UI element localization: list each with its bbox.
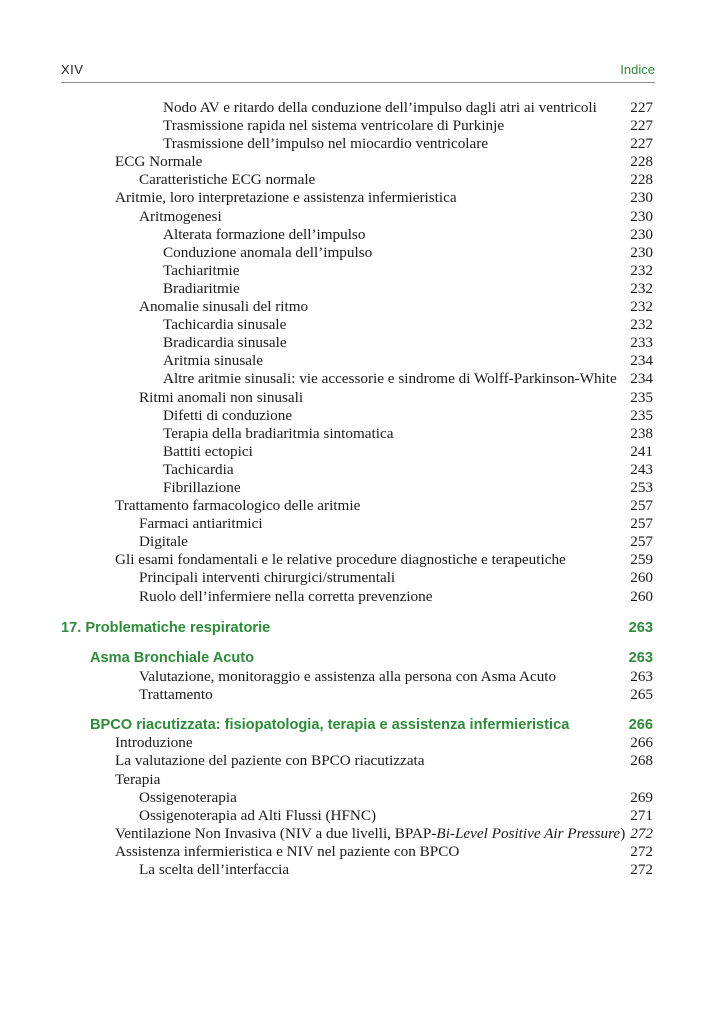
toc-entry-title: Farmaci antiaritmici	[139, 515, 263, 533]
toc-entry[interactable]	[0, 171, 715, 189]
toc-entry-page: 227	[630, 99, 653, 116]
toc-entry-page: 272	[630, 824, 653, 842]
toc-entry-page: 271	[630, 806, 653, 824]
toc-entry[interactable]	[0, 316, 715, 334]
toc-entry-page: 232	[630, 261, 653, 279]
toc-entry-title: La valutazione del paziente con BPCO riacutizzata	[115, 752, 425, 770]
toc-entry-title: La scelta dell’interfaccia	[139, 860, 290, 878]
toc-entry-title: Trattamento farmacologico delle aritmie	[115, 497, 361, 515]
toc-entry-page: 234	[630, 352, 653, 370]
toc-entry-page: 259	[630, 551, 653, 569]
toc-entry-title: Tachicardia	[163, 460, 234, 478]
toc-entry-title: Trasmissione rapida nel sistema ventricolare di Purkinje	[163, 117, 505, 135]
toc-entry-title: Bradiaritmie	[163, 279, 240, 297]
toc-entry-page: 233	[630, 334, 653, 352]
toc-entry-title: Ossigenoterapia ad Alti Flussi (HFNC)	[139, 806, 377, 824]
toc-entry-title: Aritmogenesi	[139, 207, 222, 225]
toc-entry-title: Aritmie, loro interpretazione e assistenza infermieristica	[115, 189, 457, 207]
toc-entry-title: Digitale	[139, 533, 188, 551]
toc-entry-title: Terapia	[115, 770, 161, 788]
toc-entry-title: Gli esami fondamentali e le relative procedure diagnostiche e terapeutiche	[115, 551, 566, 569]
section-page: 263	[628, 650, 653, 667]
toc-entry-page: 227	[630, 135, 653, 153]
toc-entry-title: Battiti ectopici	[163, 442, 253, 460]
toc-entry-title: Tachicardia sinusale	[163, 316, 287, 334]
toc-entry[interactable]	[0, 244, 715, 262]
toc-entry-title: Principali interventi chirurgici/strumentali	[139, 569, 396, 587]
toc-list-cardio	[0, 99, 715, 606]
toc-entry-page: 232	[630, 298, 653, 316]
toc-entry[interactable]	[0, 843, 715, 861]
section-title: BPCO riacutizzata: fisiopatologia, terapia e assistenza infermieristica	[90, 716, 570, 733]
toc-entry[interactable]	[0, 771, 715, 789]
toc-entry-page: 232	[630, 316, 653, 334]
toc-entry-page: 235	[630, 388, 653, 406]
toc-entry[interactable]	[0, 189, 715, 207]
toc-entry-page: 230	[630, 207, 653, 225]
toc-entry-page: 227	[630, 117, 653, 135]
toc-entry-title: Assistenza infermieristica e NIV nel paziente con BPCO	[115, 842, 460, 860]
toc-entry[interactable]	[0, 298, 715, 316]
toc-entry-title: Terapia della bradiaritmia sintomatica	[163, 424, 394, 442]
toc-entry-page: 272	[630, 842, 653, 860]
toc-entry[interactable]	[0, 370, 715, 388]
toc-entry-title: Bradicardia sinusale	[163, 334, 287, 352]
toc-entry-title: Altre aritmie sinusali: vie accessorie e sindrome di Wolff-Parkinson-White	[163, 370, 617, 388]
toc-entry-title: Ritmi anomali non sinusali	[139, 388, 304, 406]
toc-entry[interactable]	[0, 825, 715, 843]
section-heading[interactable]	[0, 649, 715, 668]
toc-entry-page: 241	[630, 442, 653, 460]
toc-entry[interactable]	[0, 407, 715, 425]
toc-entry-title: Difetti di conduzione	[163, 406, 293, 424]
toc-entry[interactable]	[0, 734, 715, 752]
toc-entry[interactable]	[0, 533, 715, 551]
toc-entry[interactable]	[0, 334, 715, 352]
toc-entry[interactable]	[0, 569, 715, 587]
toc-entry-page: 260	[630, 587, 653, 605]
toc-entry[interactable]	[0, 497, 715, 515]
running-header	[61, 62, 655, 83]
running-title: Indice	[620, 62, 655, 77]
toc-entry-page: 269	[630, 788, 653, 806]
toc-entry[interactable]	[0, 686, 715, 704]
section-title: Asma Bronchiale Acuto	[90, 650, 255, 667]
toc-entry[interactable]	[0, 425, 715, 443]
toc-entry-page: 257	[630, 533, 653, 551]
toc-entry[interactable]	[0, 789, 715, 807]
toc-entry-title: Trattamento	[139, 685, 213, 703]
toc-entry[interactable]	[0, 135, 715, 153]
toc-entry-page: 257	[630, 497, 653, 515]
toc-entry[interactable]	[0, 461, 715, 479]
toc-entry[interactable]	[0, 479, 715, 497]
toc-entry[interactable]	[0, 807, 715, 825]
toc-entry[interactable]	[0, 588, 715, 606]
toc-entry-page: 228	[630, 171, 653, 189]
chapter-heading[interactable]	[0, 619, 715, 638]
chapter-page: 263	[628, 619, 653, 636]
toc-entry[interactable]	[0, 117, 715, 135]
toc-entry[interactable]	[0, 668, 715, 686]
section-page: 266	[628, 716, 653, 733]
toc-list-bpco	[0, 734, 715, 879]
toc-entry-title: Ruolo dell’infermiere nella corretta prevenzione	[139, 587, 433, 605]
toc-entry-page: 230	[630, 189, 653, 207]
toc-entry-page: 260	[630, 569, 653, 587]
toc-entry-title: Nodo AV e ritardo della conduzione dell’impulso dagli atri ai ventricoli	[163, 99, 597, 116]
toc-entry[interactable]	[0, 99, 715, 117]
toc-entry-title: Fibrillazione	[163, 478, 241, 496]
toc-entry-title: Ventilazione Non Invasiva (NIV a due livelli, BPAP-Bi-Level Positive Air Pressure)	[115, 824, 626, 842]
toc-entry-page: 243	[630, 460, 653, 478]
toc-entry-title: Introduzione	[115, 734, 193, 752]
toc-entry[interactable]	[0, 153, 715, 171]
toc-entry[interactable]	[0, 551, 715, 569]
toc-entry-title: Aritmia sinusale	[163, 352, 263, 370]
toc-entry-title: Tachiaritmie	[163, 261, 240, 279]
toc-entry-title: Valutazione, monitoraggio e assistenza alla persona con Asma Acuto	[139, 667, 557, 685]
toc-entry-page: 266	[630, 734, 653, 752]
chapter-title: 17. Problematiche respiratorie	[61, 619, 271, 636]
toc-entry-page: 272	[630, 860, 653, 878]
table-of-contents	[0, 99, 715, 879]
toc-entry[interactable]	[0, 280, 715, 298]
page-number: XIV	[61, 62, 84, 77]
toc-entry-page: 235	[630, 406, 653, 424]
toc-entry-title: Caratteristiche ECG normale	[139, 171, 316, 189]
toc-entry-page: 238	[630, 424, 653, 442]
toc-entry[interactable]	[0, 443, 715, 461]
toc-entry-title: ECG Normale	[115, 153, 203, 171]
toc-entry-title: Conduzione anomala dell’impulso	[163, 243, 373, 261]
toc-entry-title: Anomalie sinusali del ritmo	[139, 298, 309, 316]
toc-entry-page: 263	[630, 667, 653, 685]
toc-entry[interactable]	[0, 208, 715, 226]
toc-entry[interactable]	[0, 226, 715, 244]
toc-entry[interactable]	[0, 389, 715, 407]
toc-entry-page: 265	[630, 685, 653, 703]
toc-entry[interactable]	[0, 752, 715, 770]
toc-entry-page: 257	[630, 515, 653, 533]
toc-entry[interactable]	[0, 262, 715, 280]
toc-entry-page: 230	[630, 243, 653, 261]
toc-entry-title: Ossigenoterapia	[139, 788, 237, 806]
toc-entry-page: 253	[630, 478, 653, 496]
toc-entry-title: Trasmissione dell’impulso nel miocardio ventricolare	[163, 135, 489, 153]
toc-list-asma	[0, 668, 715, 704]
toc-entry-page: 230	[630, 225, 653, 243]
toc-entry-page: 268	[630, 752, 653, 770]
toc-entry[interactable]	[0, 515, 715, 533]
toc-entry-page: 232	[630, 279, 653, 297]
toc-entry[interactable]	[0, 861, 715, 879]
toc-entry-page: 228	[630, 153, 653, 171]
section-heading[interactable]	[0, 716, 715, 735]
toc-entry-page: 234	[630, 370, 653, 388]
toc-entry[interactable]	[0, 352, 715, 370]
toc-entry-title: Alterata formazione dell’impulso	[163, 225, 366, 243]
